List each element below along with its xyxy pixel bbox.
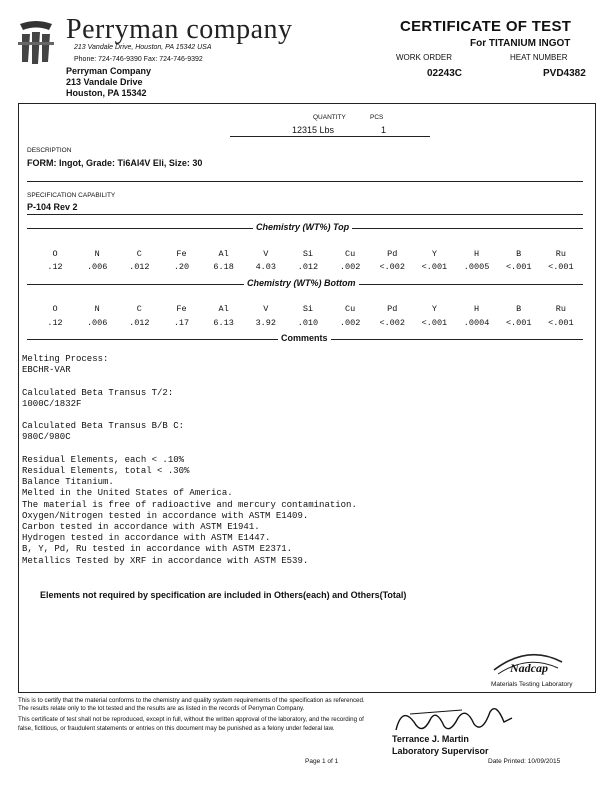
certificate-subtitle: For TITANIUM INGOT [470, 38, 571, 49]
chem-value: .006 [86, 318, 108, 328]
chem-value: .012 [129, 318, 150, 328]
chem-value: .002 [339, 262, 361, 272]
chem-header: Pd [387, 249, 398, 259]
chem-value: 6.13 [213, 318, 234, 328]
heat-number-label: HEAT NUMBER [510, 53, 568, 62]
chem-value: <.001 [421, 262, 448, 272]
chem-header: O [52, 304, 58, 314]
chem-value: <.001 [421, 318, 448, 328]
divider [230, 136, 430, 137]
chem-header: Ru [555, 249, 566, 259]
chem-header: O [52, 249, 58, 259]
comments-body: Melting Process: EBCHR-VAR Calculated Beta Transus T/2: 1000C/1832F Calculated Beta Transus B/B C: 980C/980C Residual Elements, each < .10% Residual Elements, total < .30% Balance Titanium. Melted in the United States of America. The material is free of radioactive and mercury contamination. Oxygen/Nitrogen tested in accordance with ASTM E1409. Carbon tested in accordance with ASTM E1941. Hydrogen tested in accordance with ASTM E1447. B, Y, Pd, Ru tested in accordance with ASTM E2371. Metallics Tested by XRF in accordance with ASTM E539. [22, 354, 357, 566]
divider [595, 103, 596, 693]
description-label: DESCRIPTION [27, 147, 72, 154]
chem-header: H [474, 304, 480, 314]
chem-value: <.001 [548, 262, 574, 272]
disclaimer [18, 697, 368, 733]
specification-label: SPECIFICATION CAPABILITY [27, 192, 116, 199]
chem-header: C [136, 249, 142, 259]
signer-name: Terrance J. Martin [392, 734, 469, 744]
divider [27, 214, 583, 215]
chem-value: .20 [173, 262, 190, 272]
lab-text: Materials Testing Laboratory [491, 681, 573, 688]
lab-logo-text: Nadcap [510, 661, 548, 675]
chem-value: 4.03 [255, 262, 276, 272]
chem-header: Y [431, 249, 437, 259]
customer-address [66, 66, 151, 99]
specification-value: P-104 Rev 2 [27, 202, 78, 212]
comments-final-note: Elements not required by specification are included in Others(each) and Others(Total) [40, 590, 407, 600]
chem-header: Pd [387, 304, 398, 314]
chem-header: Fe [176, 249, 187, 259]
work-order-value: 02243C [427, 68, 463, 79]
signer-title: Laboratory Supervisor [392, 746, 489, 756]
chem-value: .010 [297, 318, 319, 328]
divider [18, 103, 19, 693]
chem-value: .0005 [463, 262, 490, 272]
divider [18, 692, 596, 693]
divider [18, 103, 596, 104]
chem-header: Y [431, 304, 437, 314]
chemistry-bottom-values [36, 318, 580, 328]
chem-value: <.001 [548, 318, 574, 328]
chem-value: .002 [339, 318, 361, 328]
chem-header: H [474, 249, 480, 259]
chemistry-bottom-title: Chemistry (WT%) Bottom [244, 278, 359, 288]
chem-value: .0004 [463, 318, 490, 328]
customer-city: Houston, PA 15342 [66, 88, 147, 98]
certificate-title: CERTIFICATE OF TEST [400, 18, 572, 35]
chemistry-top-title: Chemistry (WT%) Top [253, 222, 352, 232]
chem-header: Si [302, 249, 314, 259]
chem-header: B [516, 304, 522, 314]
chem-value: <.001 [505, 318, 532, 328]
chem-header: N [94, 249, 100, 259]
date-printed: Date Printed: 10/09/2015 [488, 758, 561, 765]
company-phone: Phone: 724-746-9390 Fax: 724-746-9392 [74, 56, 203, 63]
chem-header: Al [218, 249, 229, 259]
chem-header: Al [218, 304, 229, 314]
chemistry-bottom-headers [36, 304, 580, 314]
chem-value: .006 [86, 262, 108, 272]
heat-number-value: PVD4382 [543, 68, 586, 79]
chemistry-top-values [36, 262, 580, 272]
chem-value: .12 [47, 318, 63, 328]
chemistry-top-headers [36, 249, 580, 259]
nadcap-logo-icon [488, 648, 568, 680]
quantity-label: QUANTITY [313, 114, 346, 121]
chem-value: <.002 [379, 262, 405, 272]
customer-street: 213 Vandale Drive [66, 77, 143, 87]
chem-value: .012 [129, 262, 150, 272]
chem-header: Cu [344, 249, 356, 259]
work-order-label: WORK ORDER [396, 53, 452, 62]
description-value: FORM: Ingot, Grade: Ti6Al4V Eli, Size: 30 [27, 158, 203, 168]
customer-name: Perryman Company [66, 66, 152, 76]
quantity-value: 12315 Lbs [292, 125, 335, 135]
disclaimer-paragraph: This certificate of test shall not be reproduced, except in full, without the written approval of the laboratory, and the recording of false, fictitious, or fraudulent statements or entries on this document may be punished as a felony under federal law. [18, 716, 364, 732]
chem-header: Si [302, 304, 314, 314]
divider [27, 181, 583, 182]
chem-header: Fe [176, 304, 187, 314]
chem-value: 3.92 [255, 318, 276, 328]
company-logo-icon [16, 18, 56, 66]
chem-header: C [136, 304, 142, 314]
page-number: Page 1 of 1 [305, 758, 339, 765]
chem-header: N [94, 304, 100, 314]
chem-value: <.001 [505, 262, 532, 272]
chem-value: .17 [173, 318, 190, 328]
chem-header: V [263, 249, 269, 259]
company-address: 213 Vandale Drive, Houston, PA 15342 USA [74, 44, 212, 51]
chem-value: 6.18 [213, 262, 234, 272]
pcs-label: PCS [370, 114, 384, 121]
chem-value: <.002 [379, 318, 405, 328]
disclaimer-paragraph: This is to certify that the material conforms to the chemistry and quality system requirements of the specification as referenced. The results relate only to the lot tested and the results are as listed in the records of Perryman Company. [18, 697, 365, 713]
pcs-value: 1 [381, 125, 387, 135]
chem-value: .12 [47, 262, 63, 272]
chem-header: V [263, 304, 269, 314]
chem-header: Ru [555, 304, 566, 314]
company-name: Perryman company [66, 14, 293, 45]
comments-title: Comments [278, 333, 331, 343]
chem-value: .012 [297, 262, 319, 272]
chem-header: B [516, 249, 522, 259]
chem-header: Cu [344, 304, 356, 314]
